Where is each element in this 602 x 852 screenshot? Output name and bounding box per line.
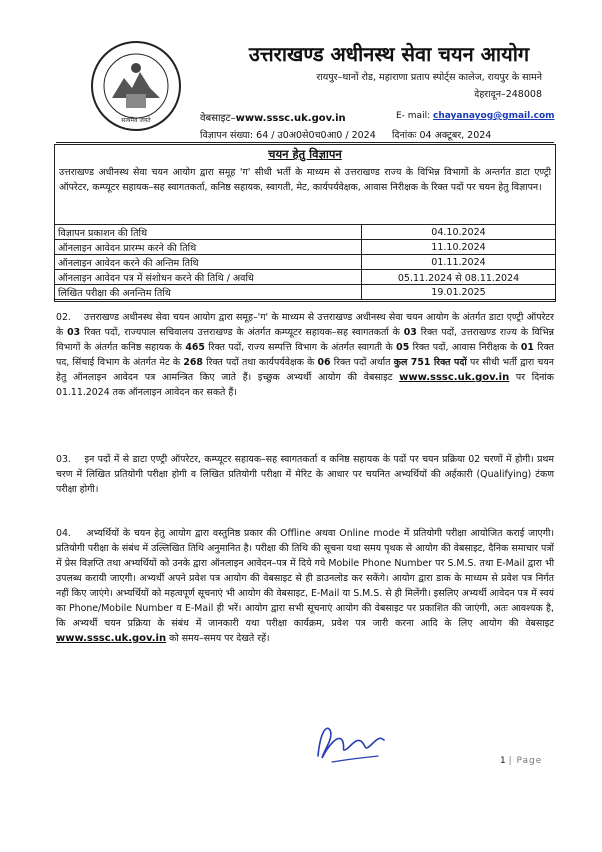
organization-name: उत्तराखण्ड अधीनस्थ सेवा चयन आयोग xyxy=(248,42,530,66)
schedule-value: 05.11.2024 से 08.11.2024 xyxy=(362,270,556,285)
table-row xyxy=(55,270,556,285)
notice-date: दिनांकः 04 अक्टूबर, 2024 xyxy=(392,130,492,141)
paragraph-number: 03. xyxy=(56,454,71,465)
schedule-label: लिखित परीक्षा की अनन्तिम तिथि xyxy=(55,285,362,300)
svg-text:सत्यमेव जयते: सत्यमेव जयते xyxy=(121,117,151,124)
advertisement-number-value: 64 / उ0अ0से0च0आ0 / 2024 xyxy=(256,130,376,141)
notice-date-value: 04 अक्टूबर, 2024 xyxy=(419,130,492,141)
schedule-label: विज्ञापन प्रकाशन की तिथि xyxy=(55,225,362,240)
table-row xyxy=(55,225,556,240)
header-divider xyxy=(56,142,554,143)
schedule-value: 04.10.2024 xyxy=(362,225,556,240)
table-row xyxy=(55,255,556,270)
email-link[interactable]: chayanayog@gmail.com xyxy=(432,111,555,121)
table-row xyxy=(55,240,556,255)
schedule-value: 01.11.2024 xyxy=(362,255,556,270)
notice-heading: चयन हेतु विज्ञापन xyxy=(268,147,342,161)
page-number: 1 | Page xyxy=(500,756,543,766)
table-row xyxy=(55,285,556,300)
signature-image xyxy=(312,716,398,772)
schedule-value: 19.01.2025 xyxy=(362,285,556,300)
address-line-2: देहरादून–248008 xyxy=(474,89,542,100)
paragraph-04: 04. अभ्यर्थियों के चयन हेतु आयोग द्वारा वस्तुनिष्ठ प्रकार की Offline अथवा Online mode में प्रतियोगी परीक्षा आयोजित कराई जाएगी। प्रतियोगी परीक्षा के संबंध में उल्लिखित तिथि अनुमानित है। परीक्षा की तिथि की सूचना यथा समय पृथक से आयोग की वेबसाइट, दैनिक समाचार पत्रों में प्रेस विज्ञप्ति तथा अभ्यर्थियों को उनके द्वारा ऑनलाइन आवेदन–पत्र में दिये गये Mobile Phone Number पर S.M.S. तथा E-Mail द्वारा भी उपलब्ध करायी जाएगी। अभ्यर्थी अपने प्रवेश पत्र आयोग की वेबसाइट से ही डाउनलोड कर सकेंगे। आयोग द्वारा डाक के माध्यम से प्रवेश पत्र निर्गत नहीं किए जाएंगे। अभ्यर्थियों को महत्वपूर्ण सूचनाएं भी आयोग की वेबसाइट, E-Mail या S.M.S. से ही मिलेंगी। इसलिए अभ्यर्थी आवेदन पत्र में स्वयं का Phone/Mobile Number व E-Mail ही भरें। आयोग द्वारा सभी सूचनाएं आयोग की वेबसाइट पर प्रकाशित की जाएंगी, अतः आवश्यक है, कि अभ्यर्थी चयन प्रक्रिया के संबंध में जानकारी यथा परीक्षा कार्यक्रम, प्रवेश पत्र जारी करना आदि के लिए आयोग की वेबसाइट www.sssc.uk.gov.in को समय–समय पर देखते रहें। xyxy=(56,528,554,644)
paragraph-02: 02. उत्तराखण्ड अधीनस्थ सेवा चयन आयोग द्वारा समूह–'ग' के माध्यम से उत्तराखण्ड अधीनस्थ सेवा चयन आयोग के अंतर्गत डाटा एण्ट्री ऑपरेटर के 03 रिक्त पदों, राज्यपाल सचिवालय उत्तराखण्ड के अंतर्गत कम्प्यूटर सहायक–सह स्वागतकर्ता के 03 रिक्त पदों, उत्तराखण्ड राज्य के विभिन्न विभागों के अंतर्गत कनिष्ठ सहायक के 465 रिक्त पदों, राज्य सम्पत्ति विभाग के अंतर्गत स्वागती के 05 रिक्त पदों, आवास निरीक्षक के 01 रिक्त पद, सिंचाई विभाग के अंतर्गत मेट के 268 रिक्त पदों तथा कार्यपर्यवेक्षक के 06 रिक्त पदों अर्थात कुल 751 रिक्त पदों पर सीधी भर्ती द्वारा चयन हेतु ऑनलाइन आवेदन पत्र आमन्त्रित किए जाते हैं। इच्छुक अभ्यर्थी आयोग की वेबसाइट www.sssc.uk.gov.in पर दिनांक 01.11.2024 तक ऑनलाइन आवेदन कर सकते हैं। xyxy=(56,312,555,398)
schedule-value: 11.10.2024 xyxy=(362,240,556,255)
commission-emblem-logo xyxy=(86,38,186,134)
email-label: E- mail: xyxy=(396,111,433,121)
website-link[interactable]: www.sssc.uk.gov.in xyxy=(56,633,167,644)
email-line xyxy=(396,111,555,121)
website-label: वेबसाइट– xyxy=(200,113,236,124)
paragraph-number: 04. xyxy=(56,528,71,539)
schedule-table xyxy=(54,224,556,300)
website-line xyxy=(200,110,346,124)
total-posts: कुल 751 रिक्त पदों xyxy=(393,357,467,368)
notice-intro: उत्तराखण्ड अधीनस्थ सेवा चयन आयोग द्वारा समूह 'ग' सीधी भर्ती के माध्यम से उत्तराखण्ड राज्य के विभिन्न विभागों के अन्तर्गत डाटा एण्ट्री ऑपरेटर, कम्प्यूटर सहायक–सह स्वागतकर्ता, कनिष्ठ सहायक, स्वागती, मेट, कार्यपर्यवेक्षक, आवास निरीक्षक के रिक्त पदों पर चयन हेतु विज्ञापन। xyxy=(59,167,551,193)
paragraph-number: 02. xyxy=(56,312,71,323)
website-link[interactable]: www.sssc.uk.gov.in xyxy=(235,113,346,124)
schedule-label: ऑनलाइन आवेदन प्रारम्भ करने की तिथि xyxy=(55,240,362,255)
schedule-label: ऑनलाइन आवेदन करने की अन्तिम तिथि xyxy=(55,255,362,270)
address-line-1: रायपुर–थानों रोड, महाराणा प्रताप स्पोर्ट्स कालेज, रायपुर के सामने xyxy=(316,72,542,83)
advertisement-number: विज्ञापन संख्या: 64 / उ0अ0से0च0आ0 / 2024 xyxy=(200,130,376,141)
paragraph-03: 03. इन पदों में से डाटा एण्ट्री ऑपरेटर, कम्प्यूटर सहायक–सह स्वागतकर्ता व कनिष्ठ सहायक के पदों पर चयन प्रक्रिया 02 चरणों में होगी। प्रथम चरण में लिखित प्रतियोगी परीक्षा होगी व लिखित प्रतियोगी परीक्षा में मेरिट के आधार पर चयनित अभ्यर्थियों की अर्हकारी (Qualifying) टंकण परीक्षा होगी। xyxy=(56,454,554,495)
website-link[interactable]: www.sssc.uk.gov.in xyxy=(399,372,510,383)
schedule-label: ऑनलाइन आवेदन पत्र में संशोधन करने की तिथि / अवधि xyxy=(55,270,362,285)
